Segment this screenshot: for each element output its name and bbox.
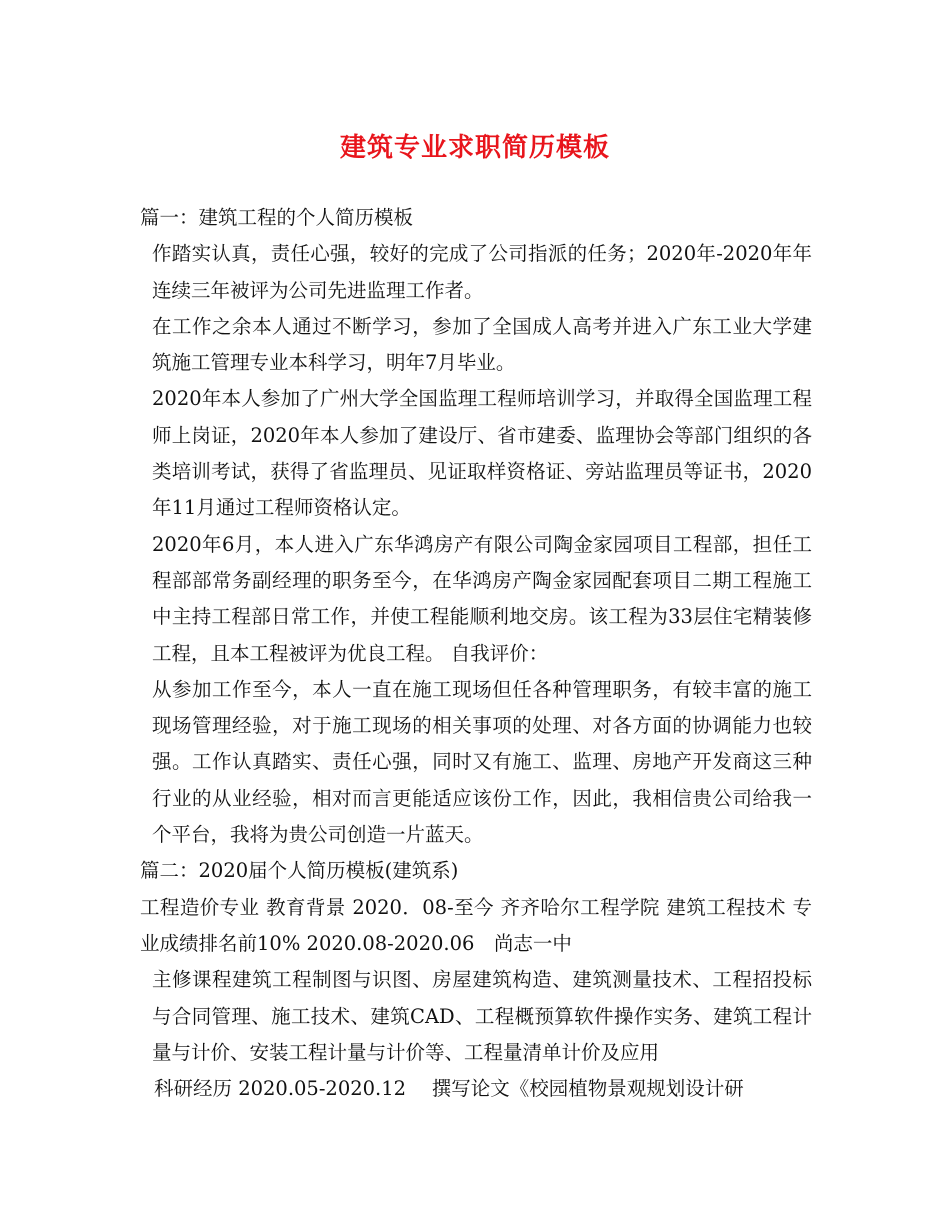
section-heading-1: 篇一：建筑工程的个人简历模板: [140, 206, 414, 229]
document-title: 建筑专业求职简历模板: [339, 133, 610, 163]
paragraph: 2020年6月，本人进入广东华鸿房产有限公司陶金家园项目工程部，担任工程部部常务副经理的职务至今，在华鸿房产陶金家园配套项目二期工程施工中主持工程部日常工作，并使工程能顺利地交房。该工程为33层住宅精装修工程，且本工程被评为优良工程。 自我评价：: [152, 532, 812, 665]
paragraph: 工程造价专业 教育背景 2020．08-至今 齐齐哈尔工程学院 建筑工程技术 专业成绩排名前10% 2020.08-2020.06 尚志一中: [140, 895, 812, 955]
paragraph: 2020年本人参加了广州大学全国监理工程师培训学习，并取得全国监理工程师上岗证，2020年本人参加了建设厅、省市建委、监理协会等部门组织的各类培训考试，获得了省监理员、见证取样资格证、旁站监理员等证书，2020年11月通过工程师资格认定。: [152, 387, 812, 520]
paragraph: 从参加工作至今，本人一直在施工现场但任各种管理职务，有较丰富的施工现场管理经验，对于施工现场的相关事项的处理、对各方面的协调能力也较强。工作认真踏实、责任心强，同时又有施工、监理、房地产开发商这三种行业的从业经验，相对而言更能适应该份工作，因此，我相信贵公司给我一个平台，我将为贵公司创造一片蓝天。: [152, 677, 812, 847]
paragraph: 科研经历 2020.05-2020.12 撰写论文《校园植物景观规划设计研: [154, 1077, 744, 1101]
paragraph: 主修课程建筑工程制图与识图、房屋建筑构造、建筑测量技术、工程招投标与合同管理、施工技术、建筑CAD、工程概预算软件操作实务、建筑工程计量与计价、安装工程计量与计价等、工程量清单计价及应用: [152, 968, 812, 1064]
paragraph: 作踏实认真，责任心强，较好的完成了公司指派的任务；2020年-2020年年连续三年被评为公司先进监理工作者。: [152, 242, 812, 302]
paragraph: 在工作之余本人通过不断学习，参加了全国成人高考并进入广东工业大学建筑施工管理专业本科学习，明年7月毕业。: [152, 314, 812, 375]
document-body: [140, 200, 812, 1107]
section-heading-2: 篇二：2020届个人简历模板(建筑系): [140, 859, 459, 883]
